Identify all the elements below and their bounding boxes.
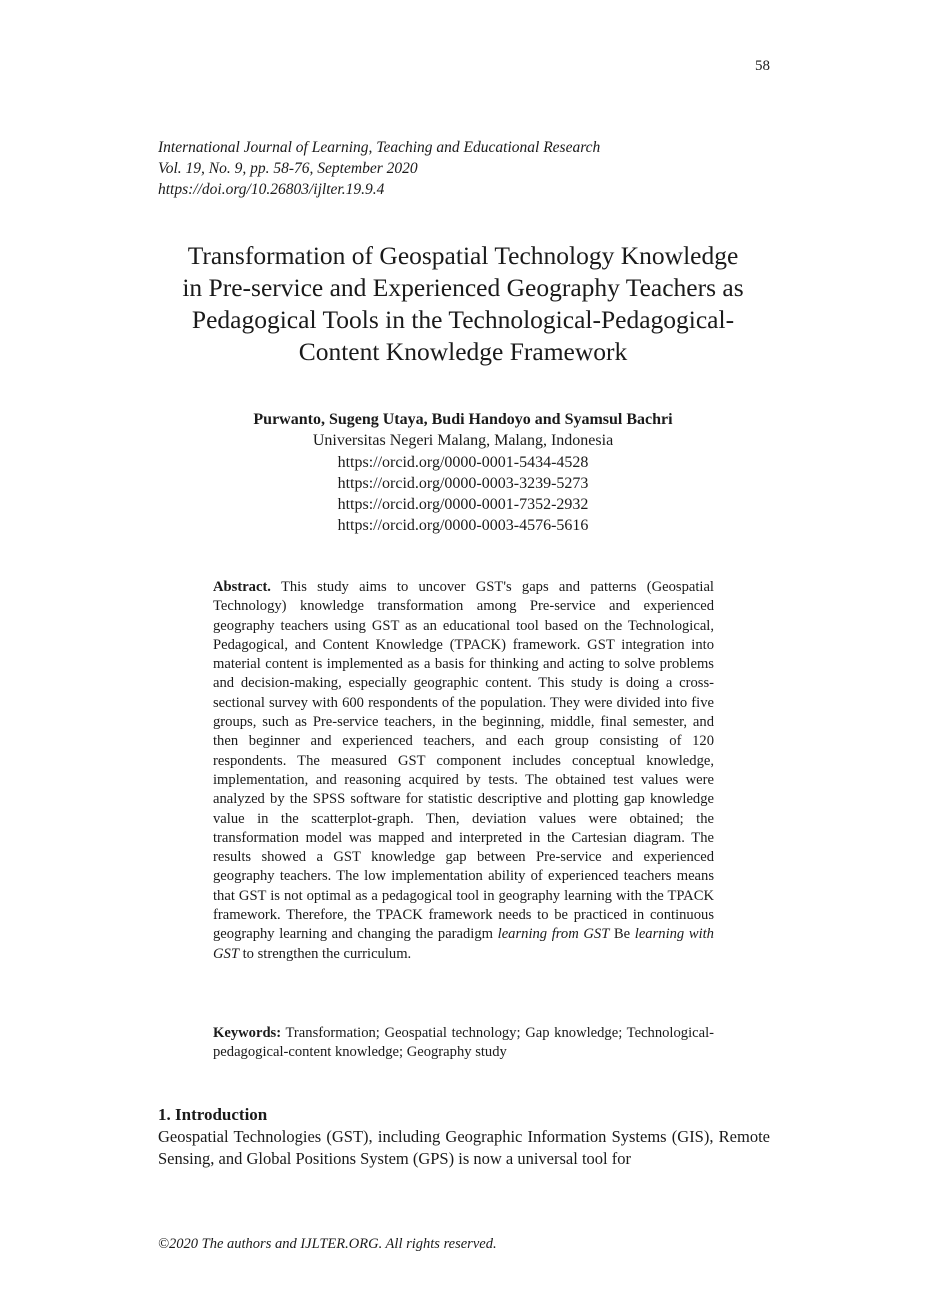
abstract-connector: Be [609, 926, 635, 943]
journal-name: International Journal of Learning, Teaching and Educational Research [158, 139, 601, 156]
abstract-label: Abstract. [213, 579, 271, 595]
abstract-end: to strengthen the curriculum. [238, 945, 412, 962]
orcid-link[interactable]: https://orcid.org/0000-0003-3239-5273 [337, 474, 589, 492]
affiliation: Universitas Negeri Malang, Malang, Indonesia [312, 432, 614, 450]
journal-volume: Vol. 19, No. 9, pp. 58-76, September 2020 [158, 160, 418, 177]
author-names: Purwanto, Sugeng Utaya, Budi Handoyo and Syamsul Bachri [253, 411, 673, 428]
keywords-label: Keywords: [213, 1025, 282, 1041]
author-block [158, 409, 768, 537]
abstract-italic-term: learning from GST [497, 926, 610, 943]
section-paragraph: Geospatial Technologies (GST), including Geographic Information Systems (GIS), Remote Sensing, and Global Positions System (GPS) is now a universal tool for [158, 1127, 770, 1168]
title-line: Transformation of Geospatial Technology Knowledge [187, 241, 739, 270]
section-heading: 1. Introduction [158, 1105, 268, 1124]
paper-title [140, 240, 786, 368]
journal-header [158, 137, 600, 200]
introduction-section [158, 1104, 770, 1170]
abstract-text: This study aims to uncover GST's gaps and patterns (Geospatial Technology) knowledge transformation among Pre-service and experienced geography teachers using GST as an educational tool based on the Technological, Pedagogical, and Content Knowledge (TPACK) framework. GST integration into material content is implemented as a basis for thinking and acting to solve problems and decision-making, especially geographic content. This study is doing a cross-sectional survey with 600 respondents of the population. They were divided into five groups, such as Pre-service teachers, in the beginning, middle, final semester, and then beginner and experienced teachers, and each group consisting of 120 respondents. The measured GST component includes conceptual knowledge, implementation, and reasoning acquired by tests. The obtained test values were analyzed by the SPSS software for statistic descriptive and plotting gap knowledge value in the scatterplot-graph. Then, deviation values were obtained; the transformation model was mapped and interpreted in the Cartesian diagram. The results showed a GST knowledge gap between Pre-service and experienced geography teachers. The low implementation ability of experienced teachers means that GST is not optimal as a pedagogical tool in geography learning with the TPACK framework. Therefore, the TPACK framework needs to be practiced in continuous geography learning and changing the paradigm [213, 579, 714, 943]
title-line: in Pre-service and Experienced Geography Teachers as [182, 273, 744, 302]
journal-doi[interactable]: https://doi.org/10.26803/ijlter.19.9.4 [158, 181, 385, 198]
keywords-text: Transformation; Geospatial technology; Gap knowledge; Technological-pedagogical-content knowledge; Geography study [213, 1025, 714, 1061]
keywords [213, 1024, 714, 1063]
abstract-italic-term: learning with GST [213, 926, 714, 962]
orcid-link[interactable]: https://orcid.org/0000-0001-7352-2932 [337, 496, 589, 514]
copyright-footer: ©2020 The authors and IJLTER.ORG. All rights reserved. [158, 1236, 497, 1252]
orcid-link[interactable]: https://orcid.org/0000-0001-5434-4528 [337, 453, 589, 471]
page-number: 58 [755, 58, 770, 74]
title-line: Content Knowledge Framework [298, 337, 628, 366]
abstract [213, 578, 714, 964]
title-line: Pedagogical Tools in the Technological-Pedagogical- [191, 305, 735, 334]
orcid-link[interactable]: https://orcid.org/0000-0003-4576-5616 [337, 517, 589, 535]
